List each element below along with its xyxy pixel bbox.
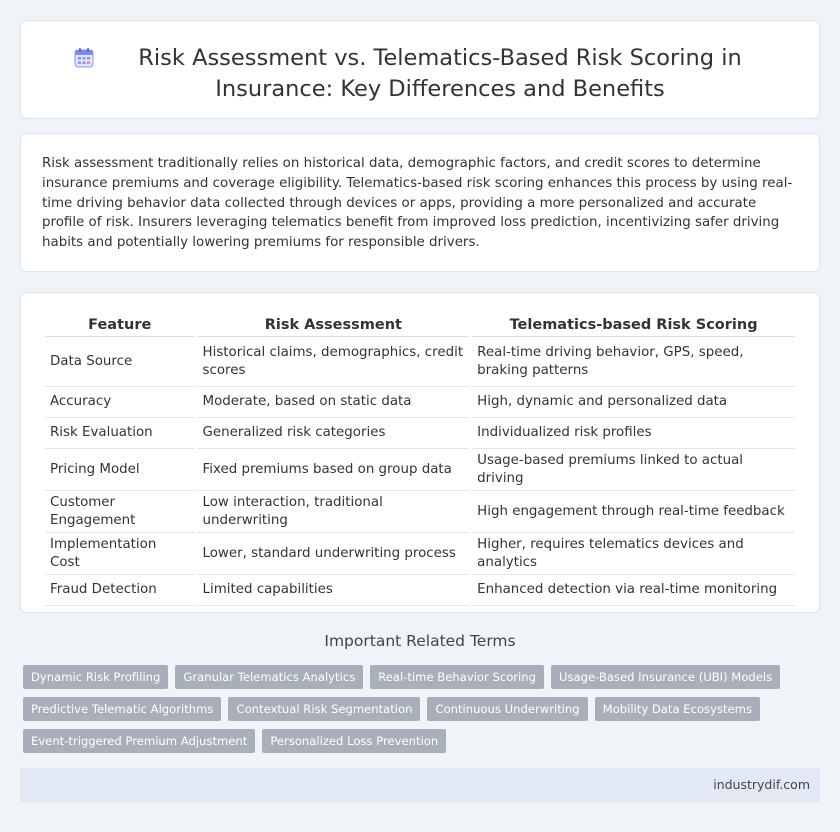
feature-cell: Implementation Cost: [45, 533, 195, 575]
feature-cell: Fraud Detection: [45, 575, 195, 606]
related-terms-title: Important Related Terms: [324, 632, 516, 650]
telematics-cell: Real-time driving behavior, GPS, speed, braking patterns: [472, 337, 795, 387]
risk-assessment-cell: Generalized risk categories: [198, 418, 470, 449]
tag-predictive-telematic-algorithms[interactable]: Predictive Telematic Algorithms: [23, 697, 221, 721]
related-terms-tags: [23, 665, 823, 761]
tag-contextual-risk-segmentation[interactable]: Contextual Risk Segmentation: [228, 697, 420, 721]
header-feature: Feature: [45, 315, 195, 337]
risk-assessment-cell: Historical claims, demographics, credit scores: [198, 337, 470, 387]
risk-assessment-cell: Limited capabilities: [198, 575, 470, 606]
tag-usage-based-insurance-models[interactable]: Usage-Based Insurance (UBI) Models: [551, 665, 780, 689]
risk-assessment-cell: Low interaction, traditional underwriting: [198, 491, 470, 533]
telematics-cell: Individualized risk profiles: [472, 418, 795, 449]
telematics-cell: High, dynamic and personalized data: [472, 387, 795, 418]
intro-paragraph: Risk assessment traditionally relies on historical data, demographic factors, and credit scores to determine insurance premiums and coverage eligibility. Telematics-based risk scoring enhances this process by using real-time driving behavior data collected through devices or apps, providing a more personalized and accurate profile of risk. Insurers leveraging telematics benefit from improved loss prediction, incentivizing safer driving habits and potentially lowering premiums for responsible drivers.: [42, 156, 793, 251]
header-card: [20, 20, 820, 119]
tag-event-triggered-premium-adjustment[interactable]: Event-triggered Premium Adjustment: [23, 729, 255, 753]
tag-row: [23, 697, 823, 721]
telematics-cell: Higher, requires telematics devices and analytics: [472, 533, 795, 575]
header-risk-assessment: Risk Assessment: [198, 315, 470, 337]
footer-site-link[interactable]: industrydif.com: [713, 777, 810, 792]
risk-assessment-cell: Moderate, based on static data: [198, 387, 470, 418]
risk-assessment-cell: Fixed premiums based on group data: [198, 449, 470, 491]
table-row: [45, 491, 795, 533]
feature-cell: Pricing Model: [45, 449, 195, 491]
table-header-row: [45, 315, 795, 337]
tag-row: [23, 729, 823, 753]
table-row: [45, 418, 795, 449]
tag-row: [23, 665, 823, 689]
tag-personalized-loss-prevention[interactable]: Personalized Loss Prevention: [262, 729, 446, 753]
table-row: [45, 387, 795, 418]
table-row: [45, 575, 795, 606]
feature-cell: Data Source: [45, 337, 195, 387]
tag-continuous-underwriting[interactable]: Continuous Underwriting: [427, 697, 587, 721]
comparison-card: [20, 292, 820, 613]
table-row: [45, 449, 795, 491]
tag-mobility-data-ecosystems[interactable]: Mobility Data Ecosystems: [595, 697, 760, 721]
table-row: [45, 337, 795, 387]
feature-cell: Risk Evaluation: [45, 418, 195, 449]
telematics-cell: High engagement through real-time feedback: [472, 491, 795, 533]
footer: [20, 768, 820, 802]
feature-cell: Customer Engagement: [45, 491, 195, 533]
feature-cell: Accuracy: [45, 387, 195, 418]
tag-dynamic-risk-profiling[interactable]: Dynamic Risk Profiling: [23, 665, 168, 689]
tag-granular-telematics-analytics[interactable]: Granular Telematics Analytics: [175, 665, 363, 689]
telematics-cell: Enhanced detection via real-time monitoring: [472, 575, 795, 606]
telematics-cell: Usage-based premiums linked to actual driving: [472, 449, 795, 491]
table-row: [45, 533, 795, 575]
comparison-table: [42, 315, 798, 606]
page-title: Risk Assessment vs. Telematics-Based Risk Scoring in Insurance: Key Differences and Benefits: [138, 45, 742, 102]
intro-card: [20, 133, 820, 272]
tag-real-time-behavior-scoring[interactable]: Real-time Behavior Scoring: [370, 665, 544, 689]
header-telematics: Telematics-based Risk Scoring: [472, 315, 795, 337]
risk-assessment-cell: Lower, standard underwriting process: [198, 533, 470, 575]
